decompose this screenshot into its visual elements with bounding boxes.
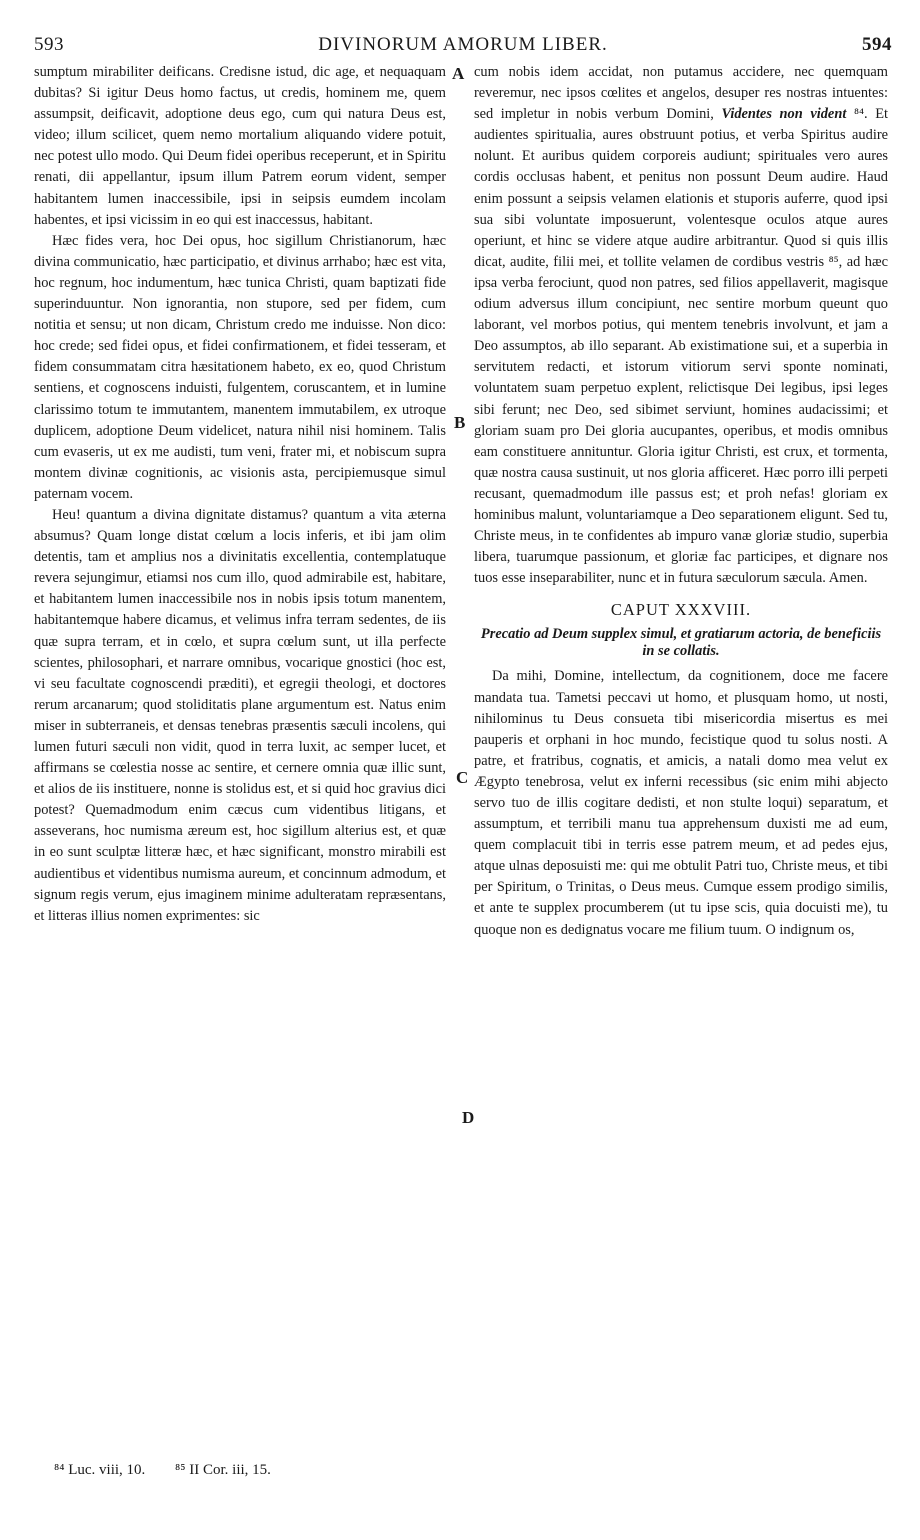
- scripture-quote: Videntes non vident: [721, 106, 847, 123]
- footnote-85: ⁸⁵ II Cor. iii, 15.: [175, 1462, 271, 1478]
- left-column: [34, 62, 446, 927]
- footnotes: [54, 1462, 297, 1479]
- right-column: [474, 62, 888, 941]
- chapter-subtitle: Precatio ad Deum supplex simul, et gratiarum actoria, de beneficiis in se collatis.: [480, 626, 882, 660]
- left-paragraph-1: sumptum mirabiliter deificans. Credisne istud, dic age, et nequaquam dubitas? Si igitur Deus homo factus, ut credis, hominem me, quem assumpsit, deificavit, adoptione deus ego, cum qui natura Deus est, video; illum scilicet, quem nemo mortalium aliquando videre potuit, nec potest ullo modo. Qui Deum fidei operibus receperunt, et in Spiritu renati, dii appellantur, ipsum illum Patrem eorum vident, semper habitantem lumen inaccessibile, ipsi in seipsis eumdem incolam habentes, et ipsi vicissim in eo qui est inaccessus, habitant.: [34, 64, 446, 228]
- footnote-ref-84: ⁸⁴.: [853, 106, 868, 123]
- section-marker-b: B: [454, 413, 466, 432]
- right-paragraph-2: Da mihi, Domine, intellectum, da cognitionem, doce me facere mandata tua. Tametsi peccavi ut homo, et plusquam homo, ut nosti, nihilominus tu Deus consueta tibi misericordia misertus es mei pauperis et orphani in hoc mundo, fecistique quod tu solus nosti. A patre, et fratribus, cognatis, et amicis, a natali domo mea velut ex Ægypto tenebrosa, velut ex inferni recessibus (sic enim mihi abjecto servo tuo de illis cogitare dedisti, et non stulte loqui) separatum, et assumptum, et terribili manu tua apprehensum duxisti me ad eum, quem complacuit tibi in terris esse patrem meum, et ad pedes ejus, atque ulnas deposuisti me: qui me obtulit Patri tuo, Christe meus, et tibi per Spiritum, o Trinitas, o Deus meus. Cumque essem prodigo similis, et ante te supplex procumberem (ut tu ipse scis, quia docuisti me), tu quoque non es dedignatus vocare me filium tuum. O indignum os,: [474, 668, 888, 938]
- left-paragraph-3: Heu! quantum a divina dignitate distamus? quantum a vita æterna absumus? Quam longe distat cœlum a locis inferis, et ibi jam olim detentis, tam et amplius nos a divinitatis excellentia, contemplatuque revera sejungimur, etiamsi nos cum illo, quod admirabile est, habitare, et habitantem lumen inaccessibile nos in nobis ipsis totum manentem, habitantemque habere dicamus, et velimus infra terram sedentes, de iis quæ supra terram, et in cœlo, et supra cœlum sunt, ut illa perfecte scientes, philosophari, et narrare omnibus, vocarique gnostici (hoc est, vi seu facultate cognoscendi præditi), et egregii theologi, et doctores rerum arcanarum; quod stoliditatis plane argumentum est. Natus enim miser in subterraneis, et densas tenebras præsentis sæculi incolens, qui lumen futuri sæculi non vidit, quod in terra luxit, ac semper lucet, et affirmans se cœlestia nosse ac sentire, et cernere omnia quæ illic sunt, et alios de iis instituere, nonne is stolidus est, et si quid hoc gravius dici potest? Quemadmodum enim cæcus cum videntibus litigans, et asseverans, hoc numisma æreum est, hoc sigillum alterius est, et quæ in eo sunt sculptæ litteræ hæc, et hæc significant, monstro mirabili est audientibus et videntibus numisma aureum, et concinnum admodum, et signum regis verum, ejus imaginem minime adulteratam repræsentans, et litteras illius nomen exprimentes: sic: [34, 506, 446, 924]
- right-paragraph-1: [474, 62, 888, 589]
- left-paragraph-2: Hæc fides vera, hoc Dei opus, hoc sigillum Christianorum, hæc divina communicatio, hæc participatio, et divinus arrhabo; hæc est vita, hoc regnum, hoc indumentum, hæc tunica Christi, quam baptizati fide superinduuntur. Non ignorantia, non stupore, sed per fidem, cum notitia et sensu; ut non dicam, Christum credo me induisse. Non dico: hoc crede; sed fidei opus, et fidei confirmationem, et fidei tesseram, et fidem consummatam citra hæsitationem habeto, ex eo, quod Christum sentiens, et cognoscens induisti, fulgentem, coruscantem, et in lumine clarissimo totum te immutantem, manentem immutabilem, ex utroque duplicem, adoptione Deum videlicet, natura nihil nisi hominem. Talis cum evaseris, ut ex me audisti, tum veni, frater mi, et nobiscum supra montem divinæ cognitionis, ac visionis asta, percipiemusque simul paternam vocem.: [34, 232, 446, 502]
- page-number-right: 594: [862, 34, 892, 55]
- section-marker-a: A: [452, 64, 465, 83]
- section-marker-c: C: [456, 768, 469, 787]
- footnote-84: ⁸⁴ Luc. viii, 10.: [54, 1462, 146, 1478]
- right-paragraph-1-rest: Et audientes spiritualia, aures obstruunt potius, et verba Spiritus audire nolunt. Et auribus quidem corporeis audiunt; spirituales vero aures cordis occlusas habent, et penitus non possunt Deum audire. Haud enim possunt a seipsis velamen elationis et stuporis auferre, quod ipsi sua sibi voluntate imposuerunt, volentesque oculos atque aures operiunt, et hinc se videre atque audire arbitrantur. Quod si quis illis dicat, audite, filii mei, et tollite velamen de cordibus vestris ⁸⁵, ad hæc ipsa verba ferociunt, quod non patres, sed filios appellaverit, magisque odium adversus illum concipiunt, nec sentire morbum queunt quo laborant, vel morbos potius, qui mentem tenebris involvunt, et jam a Deo assumptos, ab illo separant. Ab existimatione sui, et a superbia in servitutem redacti, et istorum vitiorum servi sponte nominati, voluntatem suam perpetuo explent, relictisque Dei legibus, ipsi leges sibi ferunt; nec Deo, sed sibimet serviunt, homines audacissimi; et gloriam suam pro Dei gloria aucupantes, operibus, et modis omnibus eam constituere annituntur. Gloria igitur Christi, est crux, et tormenta, quæ nostra causa sustinuit, ut nos gloria afficeret. Hæc porro illi perpeti recusant, quemadmodum ille passus est; et proh nefas! gloriam ex hominibus malunt, voluntariamque a Deo separationem eligunt. Sed tu, Christe meus, in te confidentes ab impuro vanæ gloriæ studio, superbia libera, tuarumque passionum, et gloriæ fac participes, et dignare nos tuos esse inseparabiliter, nunc et in futura sæculorum sæcula. Amen.: [474, 106, 889, 587]
- section-marker-d: D: [462, 1108, 475, 1127]
- right-paragraph-1-start: cum nobis idem accidat, non putamus accidere, nec quemquam reveremur, nec ipsos cœlites et angelos, desuper res nostras intuentes: sed impletur in nobis verbum Domini,: [474, 64, 888, 123]
- chapter-heading: CAPUT XXXVIII.: [610, 600, 752, 620]
- page-number-left: 593: [34, 34, 64, 55]
- page-header: [34, 30, 892, 60]
- running-title: DIVINORUM AMORUM LIBER.: [318, 34, 608, 55]
